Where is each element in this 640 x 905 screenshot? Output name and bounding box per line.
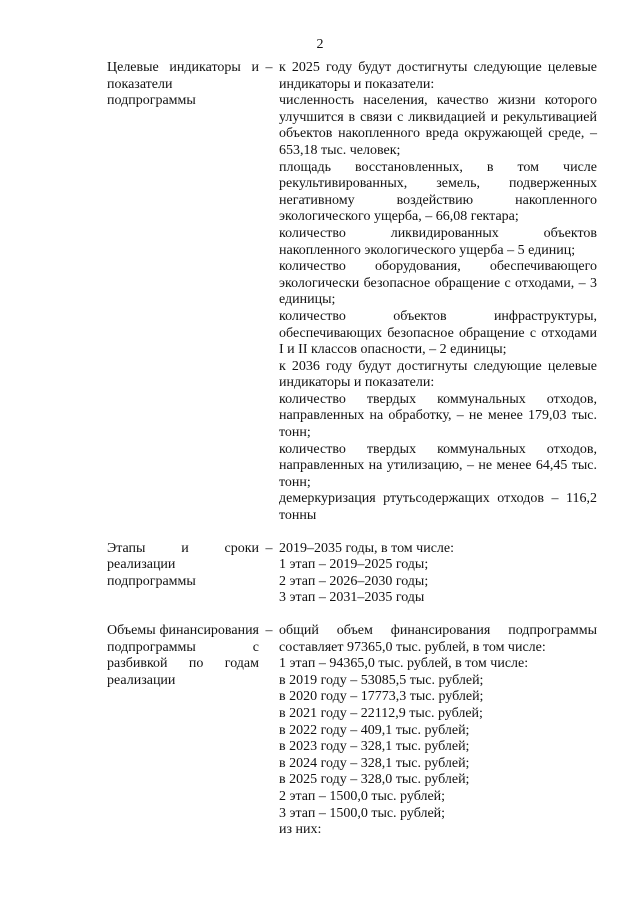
paragraph: численность населения, качество жизни которого улучшится в связи с ликвидацией и рекультивацией объектов накопленного вреда окружающей среде, – 653,18 тыс. человек; [279,93,597,158]
row-dash: – [265,60,273,75]
paragraph: 1 этап – 94365,0 тыс. рублей, в том числе: [279,656,529,672]
paragraph: 3 этап – 2031–2035 годы [279,590,425,606]
paragraph: в 2020 году – 17773,3 тыс. рублей; [279,689,484,705]
row-label: Целевые индикаторы и показатели подпрограммы [107,60,259,109]
paragraph: в 2021 году – 22112,9 тыс. рублей; [279,705,483,721]
row-funding-volumes [107,623,597,839]
row-content [279,60,597,525]
paragraph: в 2022 году – 409,1 тыс. рублей; [279,722,470,738]
paragraph: 2 этап – 2026–2030 годы; [279,573,429,589]
paragraph: в 2019 году – 53085,5 тыс. рублей; [279,672,484,688]
paragraph: в 2025 году – 328,0 тыс. рублей; [279,772,470,788]
row-dash: – [265,623,273,638]
paragraph: количество твердых коммунальных отходов, направленных на утилизацию, – не менее 64,45 тыс. тонн; [279,441,597,490]
paragraph: в 2023 году – 328,1 тыс. рублей; [279,739,470,755]
row-label: Объемы финансирования подпрограммы с разбивкой по годам реализации [107,623,259,688]
row-dash: – [265,540,273,556]
subprogram-passport-table [107,60,597,839]
paragraph: из них: [279,822,322,838]
paragraph: к 2036 году будут достигнуты следующие целевые индикаторы и показатели: [279,358,597,391]
paragraph: 1 этап – 2019–2025 годы; [279,557,429,573]
row-content [279,541,597,607]
row-label: Этапы и сроки реализации подпрограммы [107,540,259,589]
row-target-indicators [107,60,597,525]
paragraph: к 2025 году будут достигнуты следующие целевые индикаторы и показатели: [279,60,597,92]
paragraph: демеркуризация ртутьсодержащих отходов – 116,2 тонны [279,491,597,524]
page-number: 2 [316,37,324,52]
paragraph: площадь восстановленных, в том числе рекультивированных, земель, подверженных негативному воздействию накопленного экологического ущерба, – 66,08 гектара; [279,159,597,225]
paragraph: 2 этап – 1500,0 тыс. рублей; [279,788,446,804]
paragraph: 3 этап – 1500,0 тыс. рублей; [279,805,446,821]
row-content [279,623,597,839]
paragraph: количество ликвидированных объектов накопленного экологического ущерба – 5 единиц; [279,225,597,258]
paragraph: количество оборудования, обеспечивающего экологически безопасное обращение с отходами, – 3 единицы; [279,259,597,308]
paragraph: количество объектов инфраструктуры, обеспечивающих безопасное обращение с отходами I и II классов опасности, – 2 единицы; [279,308,597,358]
paragraph: общий объем финансирования подпрограммы составляет 97365,0 тыс. рублей, в том числе: [279,623,597,655]
paragraph: в 2024 году – 328,1 тыс. рублей; [279,755,470,771]
row-stages-and-timing [107,541,597,607]
paragraph: количество твердых коммунальных отходов, направленных на обработку, – не менее 179,03 тыс. тонн; [279,391,597,441]
paragraph: 2019–2035 годы, в том числе: [279,540,454,556]
